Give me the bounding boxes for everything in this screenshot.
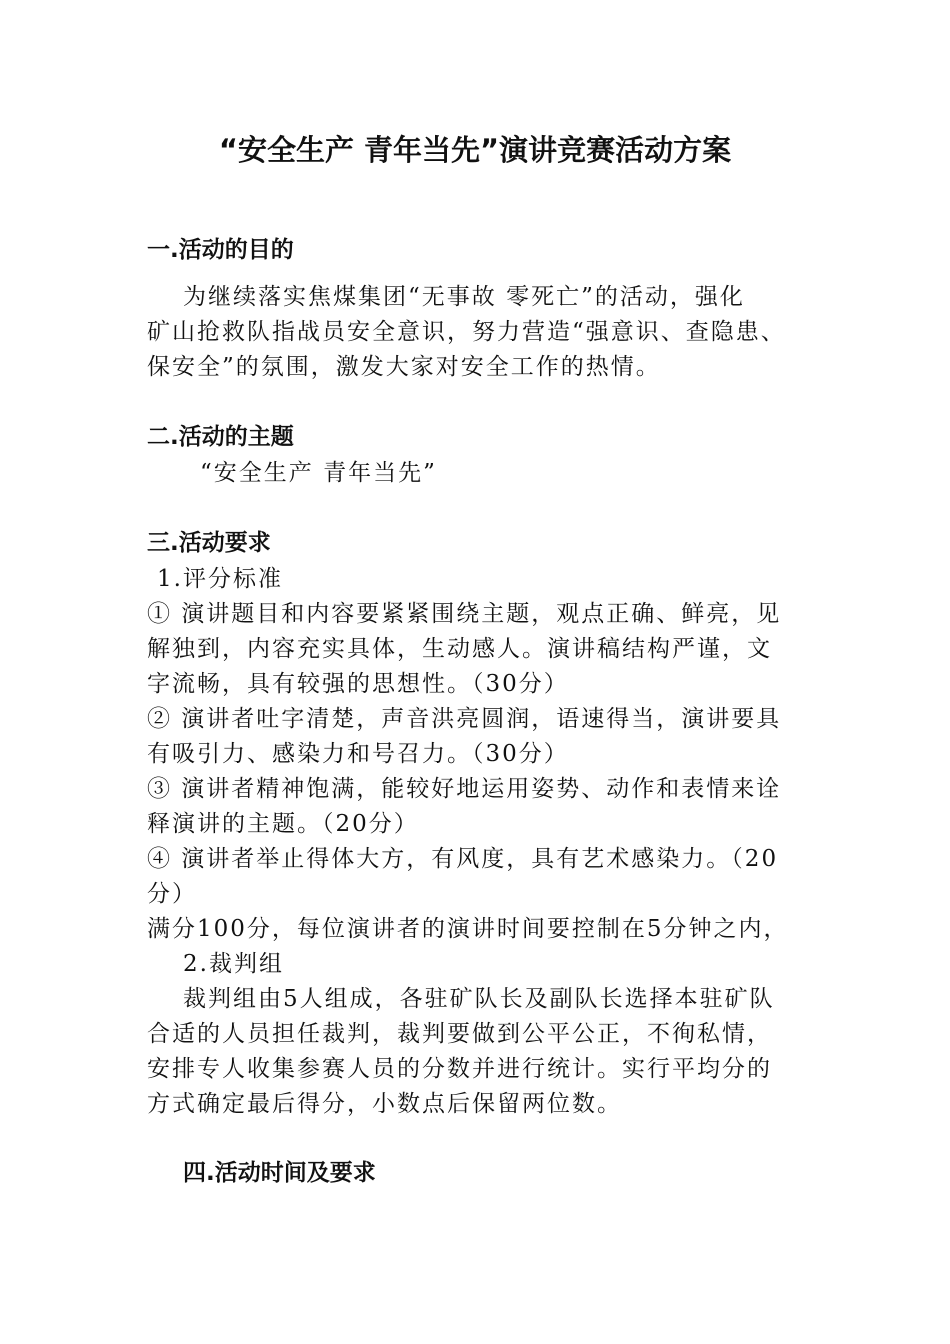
section-heading-schedule: 四.活动时间及要求: [183, 1160, 376, 1186]
scoring-line: 分）: [147, 881, 197, 907]
scoring-line: ④ 演讲者举止得体大方，有风度，具有艺术感染力。（20: [147, 846, 779, 872]
judges-line: 方式确定最后得分，小数点后保留两位数。: [147, 1091, 622, 1117]
paragraph-line: 为继续落实焦煤集团“无事故 零死亡”的活动，强化: [183, 284, 745, 310]
section-heading-purpose: 一.活动的目的: [147, 237, 294, 263]
scoring-line: 有吸引力、感染力和号召力。（30分）: [147, 741, 569, 767]
theme-text: “安全生产 青年当先”: [200, 460, 437, 486]
paragraph-line: 保安全”的氛围，激发大家对安全工作的热情。: [147, 354, 661, 380]
paragraph-line: 矿山抢救队指战员安全意识，努力营造“强意识、查隐患、: [147, 319, 786, 345]
scoring-line: 满分100分，每位演讲者的演讲时间要控制在5分钟之内，: [147, 916, 789, 942]
judges-line: 合适的人员担任裁判，裁判要做到公平公正，不徇私情，: [147, 1021, 772, 1047]
scoring-line: 解独到，内容充实具体，生动感人。演讲稿结构严谨，文: [147, 636, 772, 662]
subheading-scoring: 1.评分标准: [157, 566, 283, 592]
scoring-line: ② 演讲者吐字清楚，声音洪亮圆润，语速得当，演讲要具: [147, 706, 782, 732]
scoring-line: ① 演讲题目和内容要紧紧围绕主题，观点正确、鲜亮，见: [147, 601, 782, 627]
judges-line: 裁判组由5人组成，各驻矿队长及副队长选择本驻矿队: [183, 986, 775, 1012]
section-heading-theme: 二.活动的主题: [147, 424, 294, 450]
section-heading-requirements: 三.活动要求: [147, 530, 271, 556]
page-title: “安全生产 青年当先”演讲竞赛活动方案: [218, 133, 732, 167]
scoring-line: 字流畅，具有较强的思想性。（30分）: [147, 671, 569, 697]
scoring-line: ③ 演讲者精神饱满，能较好地运用姿势、动作和表情来诠: [147, 776, 782, 802]
subheading-judges: 2.裁判组: [183, 951, 284, 977]
judges-line: 安排专人收集参赛人员的分数并进行统计。实行平均分的: [147, 1056, 772, 1082]
scoring-line: 释演讲的主题。（20分）: [147, 811, 419, 837]
